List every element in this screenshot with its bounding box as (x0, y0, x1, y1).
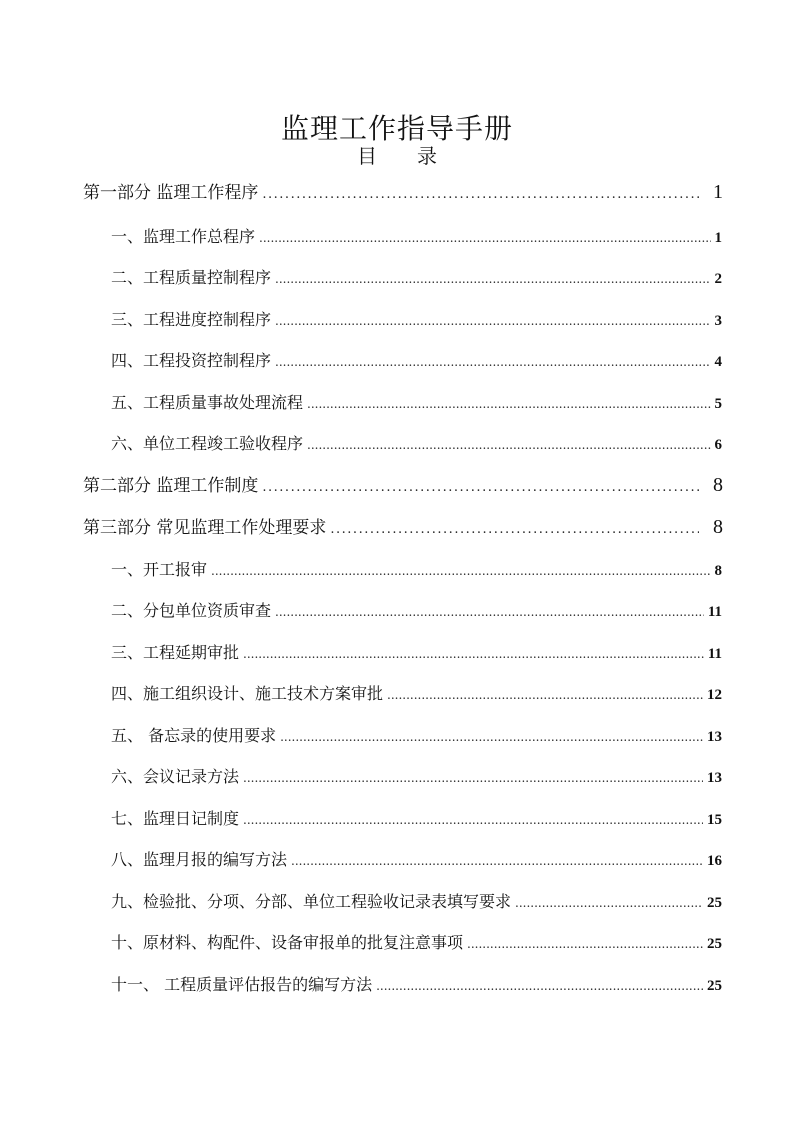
toc-page-number: 1 (713, 181, 723, 203)
toc-entry-label: 五、工程质量事故处理流程 (111, 393, 304, 412)
toc-page-number: 11 (707, 646, 722, 662)
toc-part-1[interactable] (83, 178, 723, 204)
toc-entry-label: 第一部分 监理工作程序 (83, 183, 259, 203)
toc-dot-leader (376, 979, 703, 993)
toc-entry-label: 六、会议记录方法 (111, 767, 240, 786)
toc-section-3-7[interactable] (111, 806, 722, 829)
toc-section-3-3[interactable] (111, 640, 722, 663)
toc-page-number: 25 (707, 978, 722, 994)
toc-section-1-5[interactable] (111, 390, 722, 413)
toc-entry-label: 三、工程进度控制程序 (111, 310, 272, 329)
toc-dot-leader (467, 937, 703, 951)
toc-dot-leader (307, 397, 710, 411)
toc-section-3-1[interactable] (111, 557, 722, 580)
toc-section-3-11[interactable] (111, 972, 722, 995)
toc-dot-leader (330, 522, 699, 537)
toc-entry-label: 六、单位工程竣工验收程序 (111, 434, 304, 453)
toc-entry-label: 九、检验批、分项、分部、单位工程验收记录表填写要求 (111, 892, 512, 911)
toc-part-3[interactable] (83, 513, 723, 539)
toc-entry-label: 七、监理日记制度 (111, 809, 240, 828)
toc-section-1-3[interactable] (111, 307, 722, 330)
toc-page-number: 16 (707, 853, 722, 869)
toc-entry-label: 三、工程延期审批 (111, 643, 240, 662)
toc-section-3-2[interactable] (111, 598, 722, 621)
toc-dot-leader (280, 730, 703, 744)
toc-page-number: 8 (714, 563, 722, 579)
toc-page-number: 25 (707, 936, 722, 952)
toc-section-3-9[interactable] (111, 889, 722, 912)
toc-entry-label: 二、分包单位资质审查 (111, 601, 272, 620)
toc-entry-label: 一、监理工作总程序 (111, 227, 256, 246)
toc-page-number: 15 (707, 812, 722, 828)
toc-page-number: 1 (714, 230, 722, 246)
toc-page-number: 3 (714, 313, 722, 329)
toc-section-3-5[interactable] (111, 723, 722, 746)
toc-page-number: 13 (707, 770, 722, 786)
toc-entry-label: 十、原材料、构配件、设备审报单的批复注意事项 (111, 933, 464, 952)
toc-page-number: 5 (714, 396, 722, 412)
toc-heading-char: 录 (417, 144, 437, 168)
toc-entry-label: 二、工程质量控制程序 (111, 268, 272, 287)
toc-dot-leader (262, 480, 699, 495)
toc-entry-label: 第三部分 常见监理工作处理要求 (83, 518, 327, 538)
toc-section-1-2[interactable] (111, 265, 722, 288)
toc-dot-leader (387, 688, 703, 702)
toc-entry-label: 十一、 工程质量评估报告的编写方法 (111, 975, 373, 994)
toc-dot-leader (275, 314, 710, 328)
toc-dot-leader (275, 355, 710, 369)
toc-entry-label: 一、开工报审 (111, 560, 208, 579)
toc-page-number: 12 (707, 687, 722, 703)
toc-dot-leader (243, 771, 703, 785)
toc-entry-label: 四、施工组织设计、施工技术方案审批 (111, 684, 384, 703)
toc-page-number: 6 (714, 437, 722, 453)
toc-entry-label: 第二部分 监理工作制度 (83, 476, 259, 496)
toc-dot-leader (291, 854, 703, 868)
toc-section-3-10[interactable] (111, 930, 722, 953)
toc-dot-leader (275, 605, 704, 619)
toc-section-3-8[interactable] (111, 847, 722, 870)
document-title: 监理工作指导手册 (280, 111, 513, 145)
toc-page-number: 25 (707, 895, 722, 911)
toc-page-number: 4 (714, 354, 722, 370)
toc-entry-label: 四、工程投资控制程序 (111, 351, 272, 370)
toc-dot-leader (515, 896, 703, 910)
toc-page-number: 8 (713, 474, 723, 496)
toc-heading-char: 目 (357, 144, 377, 168)
toc-page-number: 11 (707, 604, 722, 620)
toc-section-1-4[interactable] (111, 348, 722, 371)
toc-dot-leader (243, 813, 703, 827)
toc-entry-label: 五、 备忘录的使用要求 (111, 726, 277, 745)
toc-entry-label: 八、监理月报的编写方法 (111, 850, 288, 869)
toc-section-1-6[interactable] (111, 431, 722, 454)
toc-section-3-6[interactable] (111, 764, 722, 787)
toc-page-number: 8 (713, 516, 723, 538)
toc-page-number: 2 (714, 271, 722, 287)
toc-section-3-4[interactable] (111, 681, 722, 704)
toc-page-number: 13 (707, 729, 722, 745)
toc-dot-leader (262, 187, 699, 202)
toc-dot-leader (275, 272, 710, 286)
toc-part-2[interactable] (83, 471, 723, 497)
toc-dot-leader (259, 231, 710, 245)
toc-dot-leader (307, 438, 710, 452)
toc-section-1-1[interactable] (111, 224, 722, 247)
toc-dot-leader (211, 564, 710, 578)
toc-dot-leader (243, 647, 704, 661)
